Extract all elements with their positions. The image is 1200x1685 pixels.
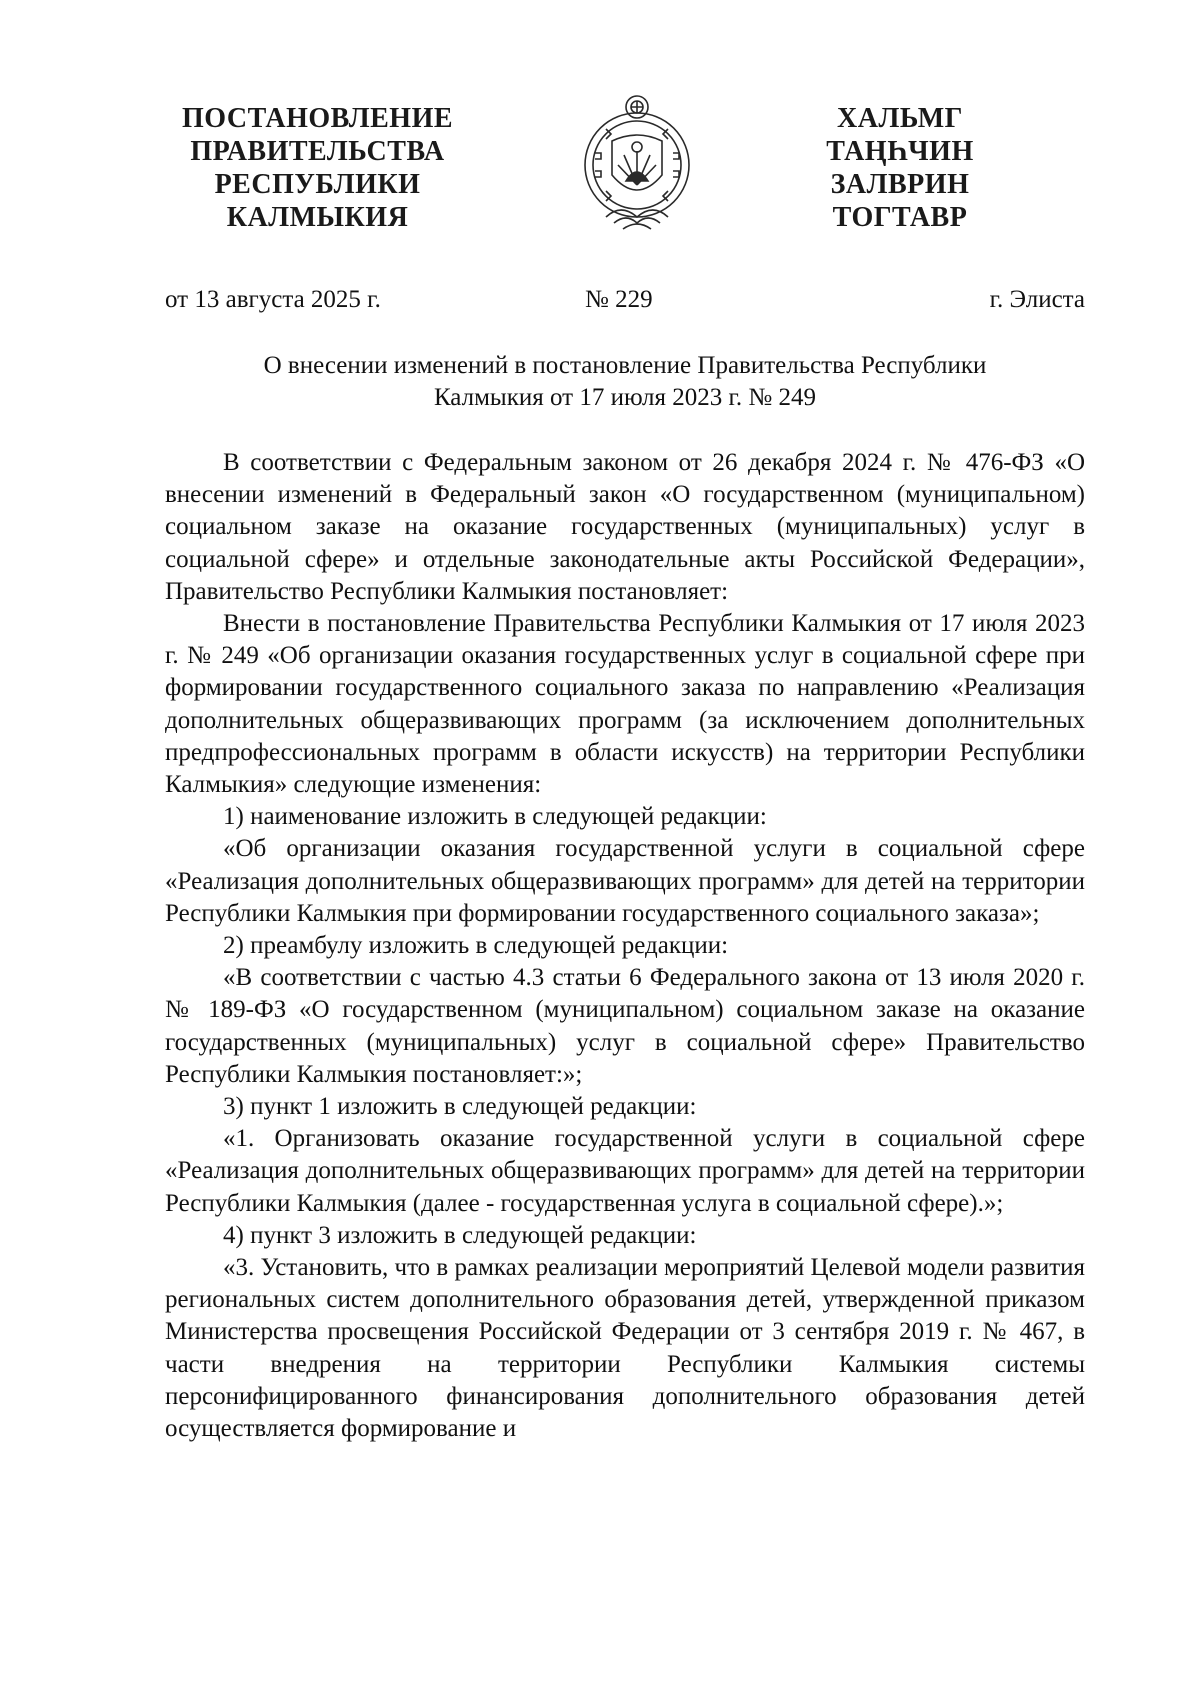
header-russian-line-3: РЕСПУБЛИКИ [214, 169, 421, 200]
paragraph-item-1: 1) наименование изложить в следующей редакции: [223, 803, 767, 831]
header-russian-line-1: ПОСТАНОВЛЕНИЕ [181, 103, 454, 134]
paragraph-item-4-text: «3. Установить, что в рамках реализации мероприятий Целевой модели развития региональных систем дополнительного образования детей, утвержденной приказом Министерства просвещения Российской Федерации от 3 сентября 2019 г. № 467, в части внедрения на территории Республики Калмыкия системы персонифицированного финансирования дополнительного образования детей осуществляется формирование и [165, 1254, 1086, 1443]
header-kalmyk-line-1: ХАЛЬМГ [837, 103, 963, 134]
document-title-line-2: Калмыкия от 17 июля 2023 г. № 249 [433, 384, 817, 411]
document-title [165, 350, 1085, 414]
document-number: № 229 [585, 286, 653, 313]
header-kalmyk [800, 102, 1000, 234]
header-kalmyk-line-2: ТАҢҺЧИН [826, 136, 974, 167]
document-title-line-1: О внесении изменений в постановление Правительства Республики [263, 352, 987, 379]
paragraph-item-1-text: «Об организации оказания государственной услуги в социальной сфере «Реализация дополнительных общеразвивающих программ» для детей на территории Республики Калмыкия при формировании государственного социального заказа»; [165, 835, 1085, 927]
paragraph-preamble: В соответствии с Федеральным законом от 26 декабря 2024 г. № 476-ФЗ «О внесении изменений в Федеральный закон «О государственном (муниципальном) социальном заказе на оказание государственных (муниципальных) услуг в социальной сфере» и отдельные законодательные акты Российской Федерации», Правительство Республики Калмыкия постановляет: [165, 449, 1085, 605]
kalmykia-coat-of-arms-icon [576, 93, 698, 238]
header-russian-line-4: КАЛМЫКИЯ [226, 202, 409, 233]
paragraph-item-2-text: «В соответствии с частью 4.3 статьи 6 Федерального закона от 13 июля 2020 г. № 189-ФЗ «О государственном (муниципальном) социальном заказе на оказание государственных (муниципальных) услуг в социальной сфере» Правительство Республики Калмыкия постановляет:»; [165, 964, 1085, 1088]
header-kalmyk-line-4: ТОГТАВР [832, 202, 968, 233]
header-kalmyk-line-3: ЗАЛВРИН [830, 169, 970, 200]
paragraph-item-3-text: «1. Организовать оказание государственной услуги в социальной сфере «Реализация дополнительных общеразвивающих программ» для детей на территории Республики Калмыкия (далее - государственная услуга в социальной сфере).»; [165, 1125, 1085, 1217]
header-russian [165, 102, 470, 234]
document-meta [165, 286, 1085, 318]
paragraph-item-2: 2) преамбулу изложить в следующей редакции: [223, 932, 729, 960]
document-city: г. Элиста [989, 286, 1085, 313]
paragraph-item-3: 3) пункт 1 изложить в следующей редакции: [223, 1093, 697, 1121]
document-body [165, 447, 1085, 1445]
paragraph-item-4: 4) пункт 3 изложить в следующей редакции: [223, 1221, 697, 1249]
document-date: от 13 августа 2025 г. [165, 286, 381, 313]
paragraph-amend-intro: Внести в постановление Правительства Республики Калмыкия от 17 июля 2023 г. № 249 «Об организации оказания государственных услуг в социальной сфере при формировании государственного социального заказа по направлению «Реализация дополнительных общеразвивающих программ (за исключением дополнительных предпрофессиональных программ в области искусств) на территории Республики Калмыкия» следующие изменения: [165, 610, 1085, 799]
header-russian-line-2: ПРАВИТЕЛЬСТВА [190, 136, 445, 167]
